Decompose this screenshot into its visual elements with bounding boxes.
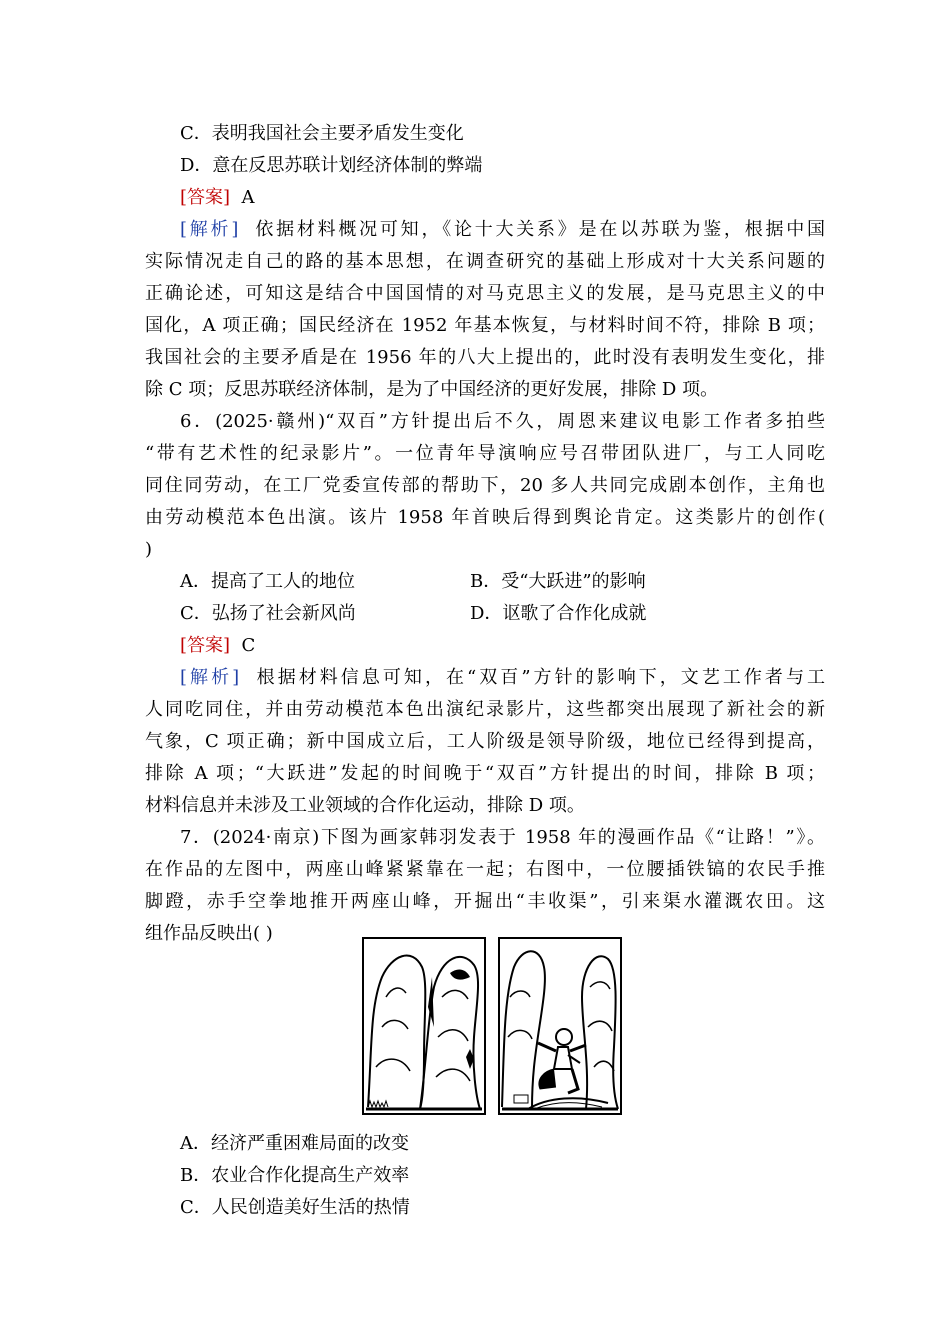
- q7-stem-line-3: 脚蹬，赤手空拳地推开两座山峰，开掘出“丰收渠”，引来渠水灌溉农田。这: [145, 891, 825, 912]
- q5-option-d: D．意在反思苏联计划经济体制的弊端: [180, 155, 483, 176]
- q6-stem-line-2: “带有艺术性的纪录影片”。一位青年导演响应号召带团队进厂，与工人同吃: [145, 443, 825, 464]
- q6-option-d: D．讴歌了合作化成就: [470, 603, 647, 624]
- q7-stem-line-1: 7．(2024·南京)下图为画家韩羽发表于 1958 年的漫画作品《“让路！”》。: [180, 827, 825, 848]
- q5-analysis-line-6: 除 C 项；反思苏联经济体制，是为了中国经济的更好发展，排除 D 项。: [145, 379, 719, 400]
- q7-option-a: A．经济严重困难局面的改变: [180, 1133, 409, 1154]
- answer-value: C: [241, 635, 256, 656]
- q6-answer-line: [180, 634, 860, 658]
- q6-analysis-line-2: 人同吃同住，并由劳动模范本色出演纪录影片，这些都突出展现了新社会的新: [145, 699, 825, 720]
- answer-tag: [答案]: [180, 635, 231, 656]
- q5-option-c: C．表明我国社会主要矛盾发生变化: [180, 123, 464, 144]
- q6-analysis-line-5: 材料信息并未涉及工业领域的合作化运动，排除 D 项。: [145, 795, 585, 816]
- q6-option-a: A．提高了工人的地位: [180, 571, 355, 592]
- q5-analysis-line-1: [180, 218, 825, 242]
- q7-option-b: B．农业合作化提高生产效率: [180, 1165, 410, 1186]
- q6-analysis-line-4: 排除 A 项；“大跃进”发起的时间晚于“双百”方针提出的时间，排除 B 项；: [145, 763, 825, 784]
- analysis-tag: [解析]: [180, 219, 239, 240]
- q6-analysis-line-1: [180, 666, 825, 690]
- q5-analysis-line-4: 国化，A 项正确；国民经济在 1952 年基本恢复，与材料时间不符，排除 B 项；: [145, 315, 825, 336]
- analysis-tag: [解析]: [180, 667, 240, 688]
- q7-stem-line-4: 组作品反映出( ): [145, 923, 273, 944]
- q7-stem-line-2: 在作品的左图中，两座山峰紧紧靠在一起；右图中，一位腰插铁镐的农民手推: [145, 859, 825, 880]
- farmer-pushing-mountains-illustration: [498, 937, 622, 1115]
- cartoon-left-panel: [362, 937, 486, 1115]
- q6-option-c: C．弘扬了社会新风尚: [180, 603, 356, 624]
- q5-answer-line: [180, 186, 860, 210]
- answer-value: A: [241, 187, 255, 208]
- answer-tag: [答案]: [180, 187, 231, 208]
- q6-stem-line-5: ): [145, 539, 153, 560]
- cartoon-right-panel: [498, 937, 622, 1115]
- analysis-text: 根据材料信息可知，在“双百”方针的影响下，文艺工作者与工: [256, 667, 825, 688]
- analysis-text: 依据材料概况可知，《论十大关系》是在以苏联为鉴，根据中国: [255, 219, 825, 240]
- q6-analysis-line-3: 气象，C 项正确；新中国成立后，工人阶级是领导阶级，地位已经得到提高，: [145, 731, 825, 752]
- q5-analysis-line-2: 实际情况走自己的路的基本思想，在调查研究的基础上形成对十大关系问题的: [145, 251, 825, 272]
- q5-analysis-line-5: 我国社会的主要矛盾是在 1956 年的八大上提出的，此时没有表明发生变化，排: [145, 347, 825, 368]
- q6-stem-line-1: 6．(2025·赣州)“双百”方针提出后不久，周恩来建议电影工作者多拍些: [180, 411, 825, 432]
- q6-stem-line-3: 同住同劳动，在工厂党委宣传部的帮助下，20 多人共同完成剧本创作，主角也: [145, 475, 825, 496]
- q7-option-c: C．人民创造美好生活的热情: [180, 1197, 410, 1218]
- q5-analysis-line-3: 正确论述，可知这是结合中国国情的对马克思主义的发展，是马克思主义的中: [145, 283, 825, 304]
- q6-option-b: B．受“大跃进”的影响: [470, 571, 646, 592]
- mountains-closed-illustration: [362, 937, 486, 1115]
- q6-stem-line-4: 由劳动模范本色出演。该片 1958 年首映后得到舆论肯定。这类影片的创作(: [145, 507, 825, 528]
